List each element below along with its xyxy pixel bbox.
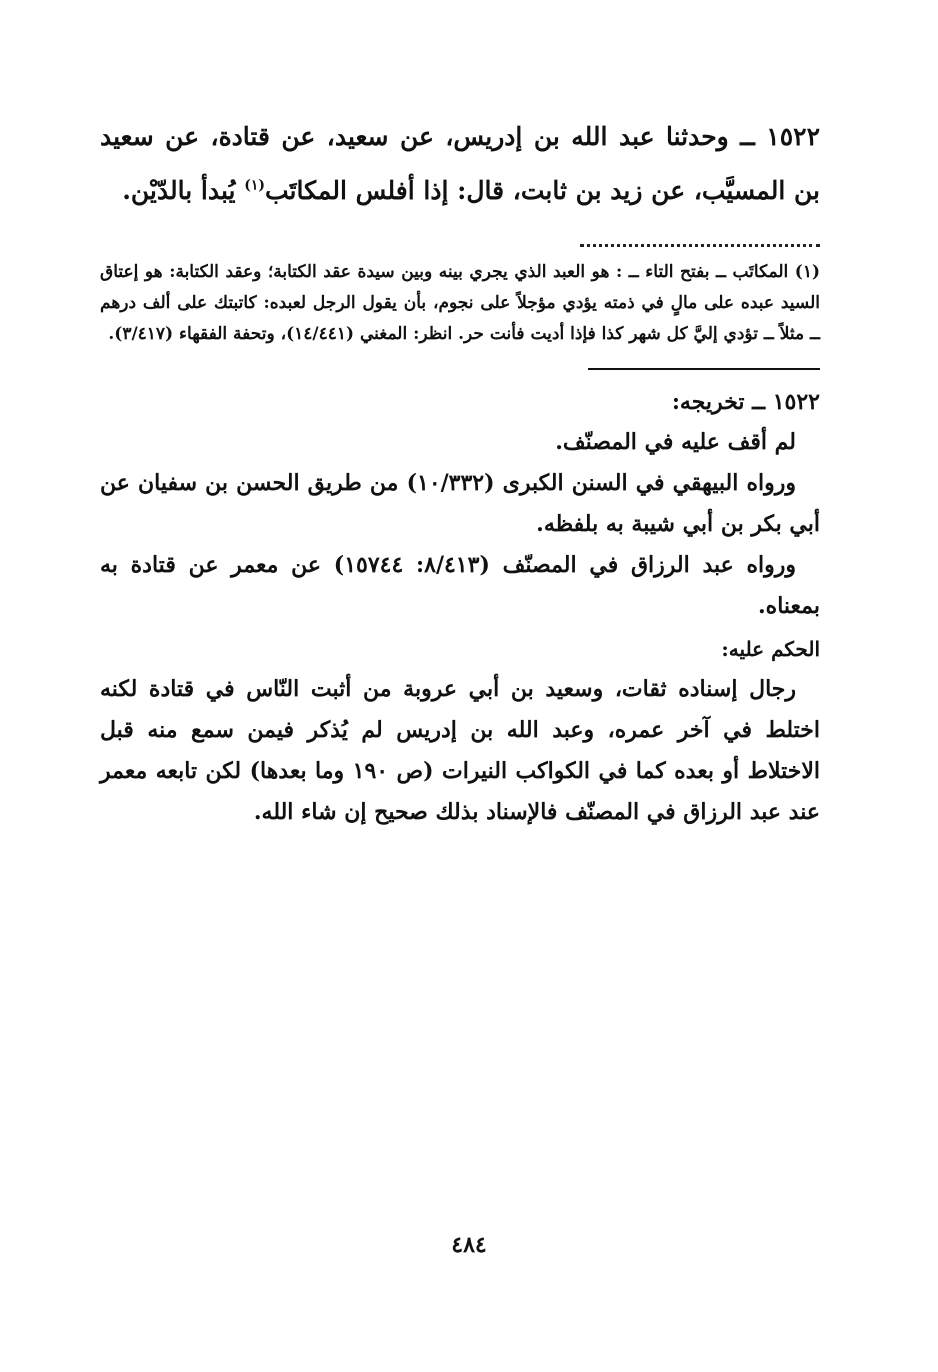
takhrij-paragraph-3: ورواه عبد الرزاق في المصنّف (٨/٤١٣: ١٥٧٤٤) عن معمر عن قتادة به بمعناه. — [100, 552, 820, 619]
hadith-text-end: يُبدأ بالدّيْن. — [122, 176, 245, 205]
section-divider — [588, 368, 820, 370]
takhrij-paragraph-2: ورواه البيهقي في السنن الكبرى (١٠/٣٣٢) من طريق الحسن بن سفيان عن أبي بكر بن أبي شيبة به بلفظه. — [100, 470, 820, 537]
hadith-text-main: ١٥٢٢ ــ وحدثنا عبد الله بن إدريس، عن سعيد، عن قتادة، عن سعيد بن المسيَّب، عن زيد بن ثابت، قال: إذا أفلس المكاتَب — [100, 122, 820, 205]
takhrij-paragraph-1: لم أقف عليه في المصنّف. — [555, 429, 796, 455]
footnote: (١) المكاتَب ــ بفتح التاء ــ : هو العبد الذي يجري بينه وبين سيدة عقد الكتابة؛ وعقد الكتابة: هو إعتاق السيد عبده على مالٍ في ذمته يؤدي مؤجلاً على نجوم، بأن يقول الرجل لعبده: كاتبتك على ألف درهم ــ مثلاً ــ تؤدي إليَّ كل شهر كذا فإذا أديت فأنت حر. انظر: المغني (١٤/٤٤١)، وتحفة الفقهاء (٣/٤١٧). — [100, 262, 820, 344]
page-number: ٤٨٤ — [451, 1232, 487, 1258]
footnote-reference[interactable]: (١) — [244, 177, 265, 194]
page-body — [100, 100, 820, 833]
hadith-text — [100, 110, 820, 218]
footnote-separator — [580, 234, 820, 247]
hukm-title: الحكم عليه: — [721, 637, 820, 661]
takhrij-title: ١٥٢٢ ــ تخريجه: — [671, 389, 820, 415]
hukm-paragraph: رجال إسناده ثقات، وسعيد بن أبي عروبة من أثبت النّاس في قتادة لكنه اختلط في آخر عمره، وعبد الله بن إدريس لم يُذكر فيمن سمع منه قبل الاختلاط أو بعده كما في الكواكب النيرات (ص ١٩٠ وما بعدها) لكن تابعه معمر عند عبد الرزاق في المصنّف فالإسناد بذلك صحيح إن شاء الله. — [100, 676, 820, 825]
